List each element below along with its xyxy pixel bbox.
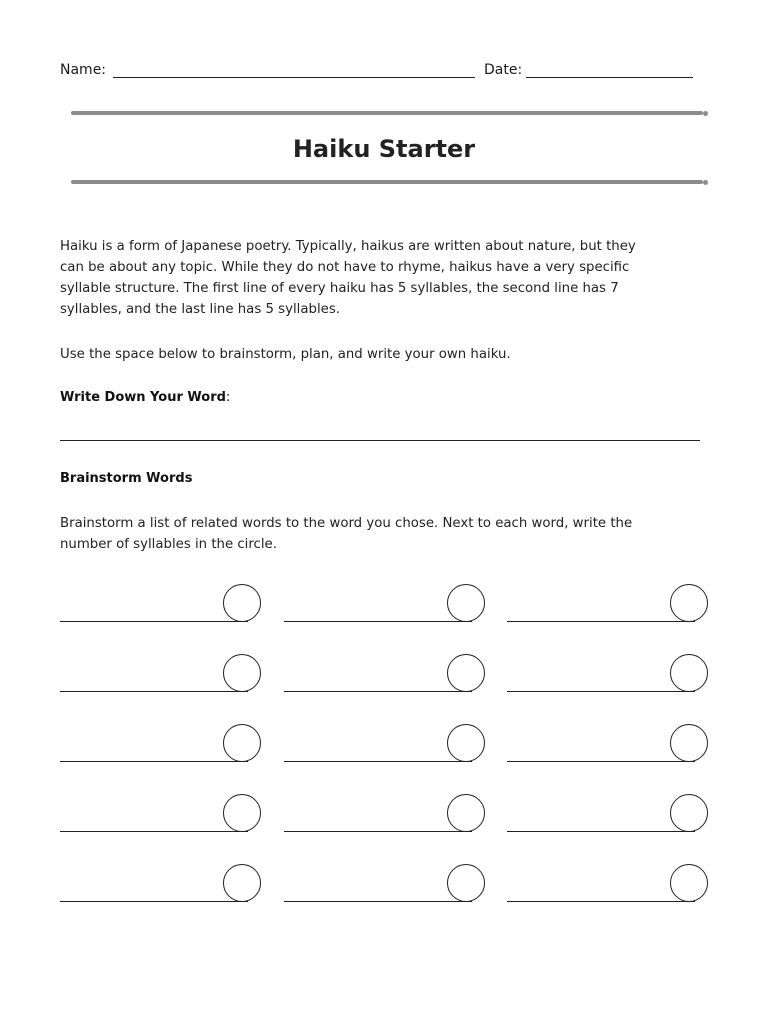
syllable-count-circle[interactable] <box>670 794 708 832</box>
syllable-count-circle[interactable] <box>447 864 485 902</box>
instructions-text: Use the space below to brainstorm, plan, and write your own haiku. <box>60 347 511 362</box>
brainstorm-word-line[interactable] <box>507 831 695 832</box>
word-prompt-label: Write Down Your Word <box>60 390 226 405</box>
brainstorm-word-line[interactable] <box>60 831 248 832</box>
brainstorm-instructions <box>60 513 720 555</box>
syllable-count-circle[interactable] <box>447 584 485 622</box>
syllable-count-circle[interactable] <box>223 654 261 692</box>
intro-line: syllables, and the last line has 5 syllables. <box>60 302 340 317</box>
brainstorm-word-line[interactable] <box>507 691 695 692</box>
brainstorm-word-line[interactable] <box>60 901 248 902</box>
word-prompt-heading <box>60 389 230 407</box>
name-label: Name: <box>60 62 107 78</box>
brainstorm-word-line[interactable] <box>507 621 695 622</box>
title-rule-bottom-end <box>703 180 708 185</box>
title-rule-bottom <box>71 180 703 184</box>
brainstorm-word-line[interactable] <box>284 621 472 622</box>
brainstorm-word-line[interactable] <box>60 761 248 762</box>
syllable-count-circle[interactable] <box>447 724 485 762</box>
syllable-count-circle[interactable] <box>670 654 708 692</box>
date-field[interactable] <box>526 77 693 78</box>
page-title: Haiku Starter <box>292 135 476 163</box>
brainstorm-instructions-line: Brainstorm a list of related words to the word you chose. Next to each word, write the <box>60 516 633 531</box>
brainstorm-word-line[interactable] <box>284 761 472 762</box>
syllable-count-circle[interactable] <box>670 864 708 902</box>
intro-line: syllable structure. The first line of every haiku has 5 syllables, the second line has 7 <box>60 281 619 296</box>
intro-line: can be about any topic. While they do not have to rhyme, haikus have a very specific <box>60 260 630 275</box>
syllable-count-circle[interactable] <box>447 654 485 692</box>
syllable-count-circle[interactable] <box>223 794 261 832</box>
syllable-count-circle[interactable] <box>670 724 708 762</box>
word-prompt-colon: : <box>225 390 231 405</box>
brainstorm-word-line[interactable] <box>284 831 472 832</box>
brainstorm-word-line[interactable] <box>60 621 248 622</box>
brainstorm-word-line[interactable] <box>507 901 695 902</box>
brainstorm-word-line[interactable] <box>60 691 248 692</box>
brainstorm-word-line[interactable] <box>284 901 472 902</box>
title-rule-top <box>71 111 703 115</box>
word-field[interactable] <box>60 440 700 441</box>
name-field[interactable] <box>113 77 475 78</box>
date-label: Date: <box>484 62 523 78</box>
syllable-count-circle[interactable] <box>223 584 261 622</box>
brainstorm-word-line[interactable] <box>284 691 472 692</box>
syllable-count-circle[interactable] <box>670 584 708 622</box>
syllable-count-circle[interactable] <box>447 794 485 832</box>
brainstorm-heading: Brainstorm Words <box>60 471 193 486</box>
title-rule-top-end <box>703 111 708 116</box>
intro-line: Haiku is a form of Japanese poetry. Typically, haikus are written about nature, but they <box>60 239 636 254</box>
syllable-count-circle[interactable] <box>223 724 261 762</box>
syllable-count-circle[interactable] <box>223 864 261 902</box>
brainstorm-word-line[interactable] <box>507 761 695 762</box>
brainstorm-instructions-line: number of syllables in the circle. <box>60 537 277 552</box>
intro-paragraph <box>60 236 720 320</box>
